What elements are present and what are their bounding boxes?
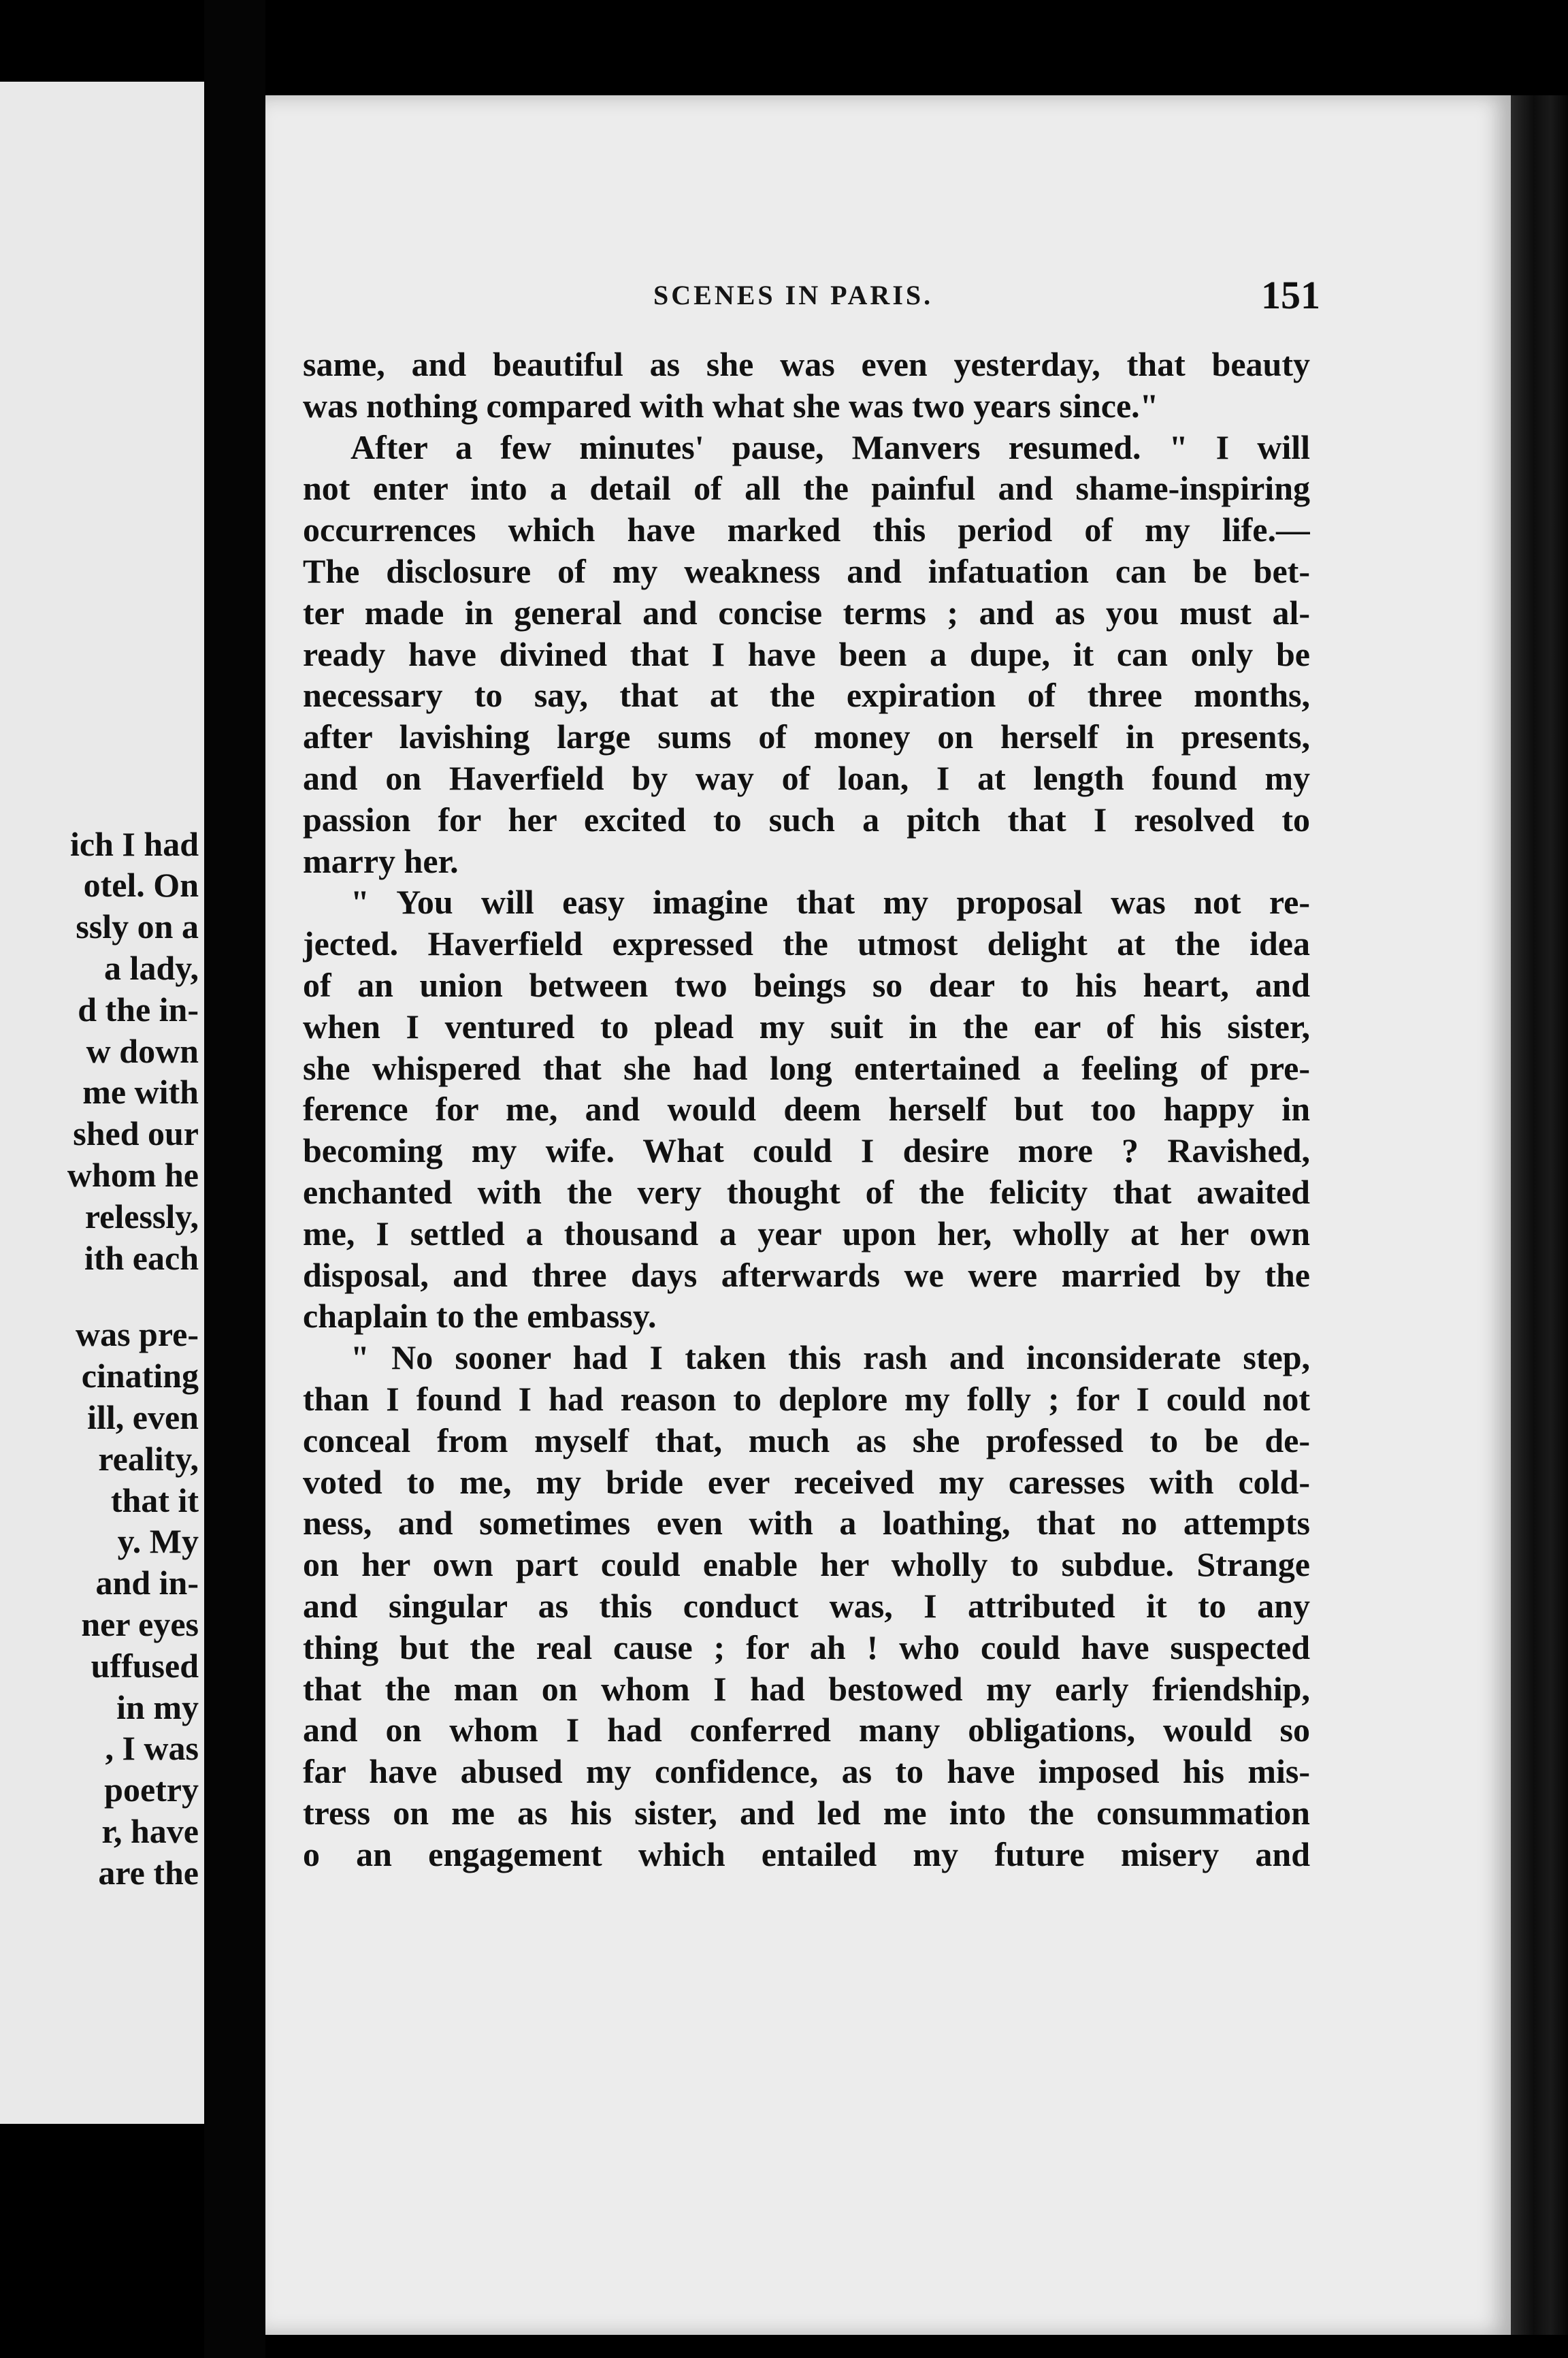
text-line: she whispered that she had long entertained a feeling of pre-: [303, 1048, 1310, 1087]
facing-page-line: whom he: [67, 1156, 199, 1194]
text-line: voted to me, my bride ever received my caresses with cold-: [303, 1462, 1310, 1501]
facing-page-line: uffused: [91, 1647, 199, 1685]
text-line: occurrences which have marked this period of my life.—: [303, 511, 1310, 549]
facing-page-line: reality,: [98, 1440, 199, 1478]
facing-page-line: in my: [116, 1688, 199, 1726]
text-line: conceal from myself that, much as she professed to be de-: [303, 1421, 1310, 1459]
facing-page-line: was pre-: [75, 1315, 199, 1353]
text-line: enchanted with the very thought of the felicity that awaited: [303, 1172, 1310, 1211]
facing-page-line: , I was: [105, 1729, 199, 1767]
facing-page-line: ith each: [84, 1239, 199, 1277]
text-line: when I ventured to plead my suit in the ear of his sister,: [303, 1007, 1310, 1046]
facing-page-line: poetry: [104, 1771, 199, 1809]
binding-gutter: [204, 0, 265, 2358]
facing-page-line: me with: [82, 1073, 199, 1111]
text-line: that the man on whom I had bestowed my early friendship,: [303, 1669, 1310, 1708]
facing-page-line: ssly on a: [76, 907, 199, 946]
text-line: and on Haverfield by way of loan, I at length found my: [303, 758, 1310, 797]
facing-page-line: a lady,: [104, 949, 199, 987]
facing-page-line: are the: [98, 1854, 199, 1892]
page-number: 151: [1261, 273, 1320, 317]
text-line: ready have divined that I have been a dupe, it can only be: [303, 634, 1310, 673]
facing-page-line: ner eyes: [81, 1605, 199, 1643]
facing-page-fragment: [0, 82, 204, 2124]
facing-page-line: cinating: [81, 1357, 199, 1395]
text-line: marry her.: [303, 841, 459, 880]
text-line: becoming my wife. What could I desire more ? Ravished,: [303, 1131, 1310, 1170]
facing-page-line: otel. On: [83, 866, 199, 904]
text-line: than I found I had reason to deplore my folly ; for I could not: [303, 1379, 1310, 1418]
text-line: The disclosure of my weakness and infatuation can be bet-: [303, 551, 1310, 590]
text-line: same, and beautiful as she was even yesterday, that beauty: [303, 345, 1310, 383]
text-line: was nothing compared with what she was two years since.": [303, 386, 1159, 425]
text-line: on her own part could enable her wholly to subdue. Strange: [303, 1545, 1310, 1584]
facing-page-line: ich I had: [70, 825, 199, 863]
text-line: o an engagement which entailed my future misery and: [303, 1835, 1310, 1873]
text-line: ness, and sometimes even with a loathing, that no attempts: [303, 1504, 1310, 1543]
body-text: [303, 344, 1310, 1875]
text-line: and singular as this conduct was, I attributed it to any: [303, 1586, 1310, 1625]
facing-page-line: shed our: [73, 1114, 199, 1152]
running-title: SCENES IN PARIS.: [653, 280, 934, 310]
text-line: " You will easy imagine that my proposal was not re-: [350, 883, 1310, 922]
text-line: not enter into a detail of all the painful and shame-inspiring: [303, 469, 1310, 508]
text-line: " No sooner had I taken this rash and inconsiderate step,: [350, 1338, 1310, 1377]
text-line: thing but the real cause ; for ah ! who could have suspected: [303, 1628, 1310, 1666]
text-line: After a few minutes' pause, Manvers resumed. " I will: [350, 427, 1310, 466]
text-line: after lavishing large sums of money on herself in presents,: [303, 717, 1310, 756]
text-line: ter made in general and concise terms ; and as you must al-: [303, 593, 1310, 632]
facing-page-line: r, have: [101, 1812, 199, 1850]
text-line: chaplain to the embassy.: [303, 1297, 657, 1336]
text-line: tress on me as his sister, and led me into the consummation: [303, 1793, 1310, 1832]
text-line: jected. Haverfield expressed the utmost delight at the idea: [303, 924, 1310, 963]
facing-page-line: y. My: [117, 1522, 199, 1560]
facing-page-line: d the in-: [78, 990, 199, 1029]
text-line: of an union between two beings so dear to his heart, and: [303, 965, 1310, 1004]
facing-page-line: ill, even: [87, 1398, 199, 1436]
page-edge: [1511, 95, 1568, 2335]
text-line: necessary to say, that at the expiration of three months,: [303, 676, 1310, 715]
text-line: far have abused my confidence, as to have imposed his mis-: [303, 1752, 1310, 1791]
text-line: passion for her excited to such a pitch that I resolved to: [303, 800, 1310, 839]
facing-page-line: w down: [86, 1032, 199, 1070]
facing-page-line: that it: [110, 1481, 199, 1519]
facing-page-line: and in-: [95, 1564, 199, 1602]
text-line: ference for me, and would deem herself but too happy in: [303, 1090, 1310, 1129]
page-header: [381, 272, 1320, 320]
text-line: me, I settled a thousand a year upon her, wholly at her own: [303, 1214, 1310, 1253]
text-line: disposal, and three days afterwards we were married by the: [303, 1255, 1310, 1294]
facing-page-line: relessly,: [84, 1197, 199, 1235]
text-line: and on whom I had conferred many obligations, would so: [303, 1711, 1310, 1749]
